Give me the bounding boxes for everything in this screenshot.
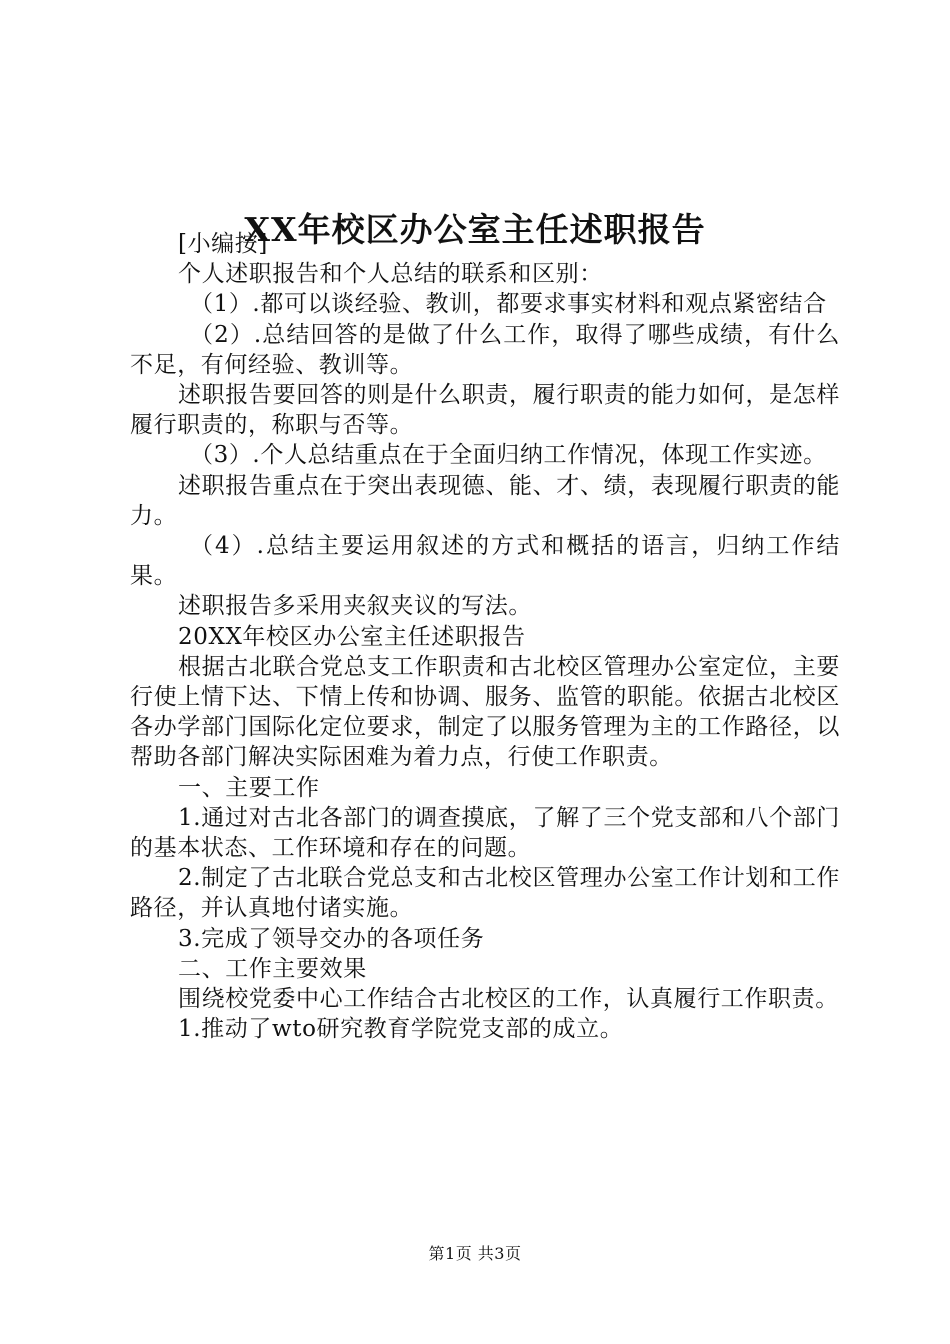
document-title: XX年校区办公室主任述职报告: [244, 210, 706, 250]
heading-work-effects: 二、工作主要效果: [178, 955, 367, 982]
paragraph-point-2: （2）.总结回答的是做了什么工作，取得了哪些成绩，有什么不足，有何经验、教训等。: [130, 321, 840, 378]
effect-item-1: 1.推动了wto研究教育学院党支部的成立。: [178, 1016, 624, 1043]
section-title: 20XX年校区办公室主任述职报告: [178, 623, 526, 650]
work-item-1: 1.通过对古北各部门的调查摸底，了解了三个党支部和八个部门的基本状态、工作环境和存在的问题。: [130, 804, 840, 862]
work-item-3: 3.完成了领导交办的各项任务: [178, 925, 485, 952]
paragraph-report-style: 述职报告多采用夹叙夹议的写法。: [178, 593, 532, 620]
paragraph-point-3: （3）.个人总结重点在于全面归纳工作情况，体现工作实迹。: [190, 442, 827, 469]
paragraph-point-4: （4）.总结主要运用叙述的方式和概括的语言，归纳工作结果。: [130, 533, 840, 590]
heading-main-work: 一、主要工作: [178, 774, 320, 801]
paragraph-report-focus: 述职报告重点在于突出表现德、能、才、绩，表现履行职责的能力。: [130, 472, 840, 529]
work-item-2: 2.制定了古北联合党总支和古北校区管理办公室工作计划和工作路径，并认真地付诸实施。: [130, 865, 840, 922]
editor-note: [小编按]: [178, 231, 268, 257]
paragraph-main-description: 根据古北联合党总支工作职责和古北校区管理办公室定位，主要行使上情下达、下情上传和协调、服务、监管的职能。依据古北校区各办学部门国际化定位要求，制定了以服务管理为主的工作路径，以帮助各部门解决实际困难为着力点，行使工作职责。: [130, 653, 840, 771]
page-footer: 第1页 共3页: [428, 1244, 522, 1263]
document-body: [130, 229, 840, 1044]
paragraph-effects-summary: 围绕校党委中心工作结合古北校区的工作，认真履行工作职责。: [178, 986, 839, 1013]
paragraph-report-duty: 述职报告要回答的则是什么职责，履行职责的能力如何，是怎样履行职责的，称职与否等。: [130, 382, 840, 439]
paragraph-intro: 个人述职报告和个人总结的联系和区别：: [178, 261, 603, 288]
paragraph-point-1: （1）.都可以谈经验、教训，都要求事实材料和观点紧密结合: [190, 291, 827, 318]
